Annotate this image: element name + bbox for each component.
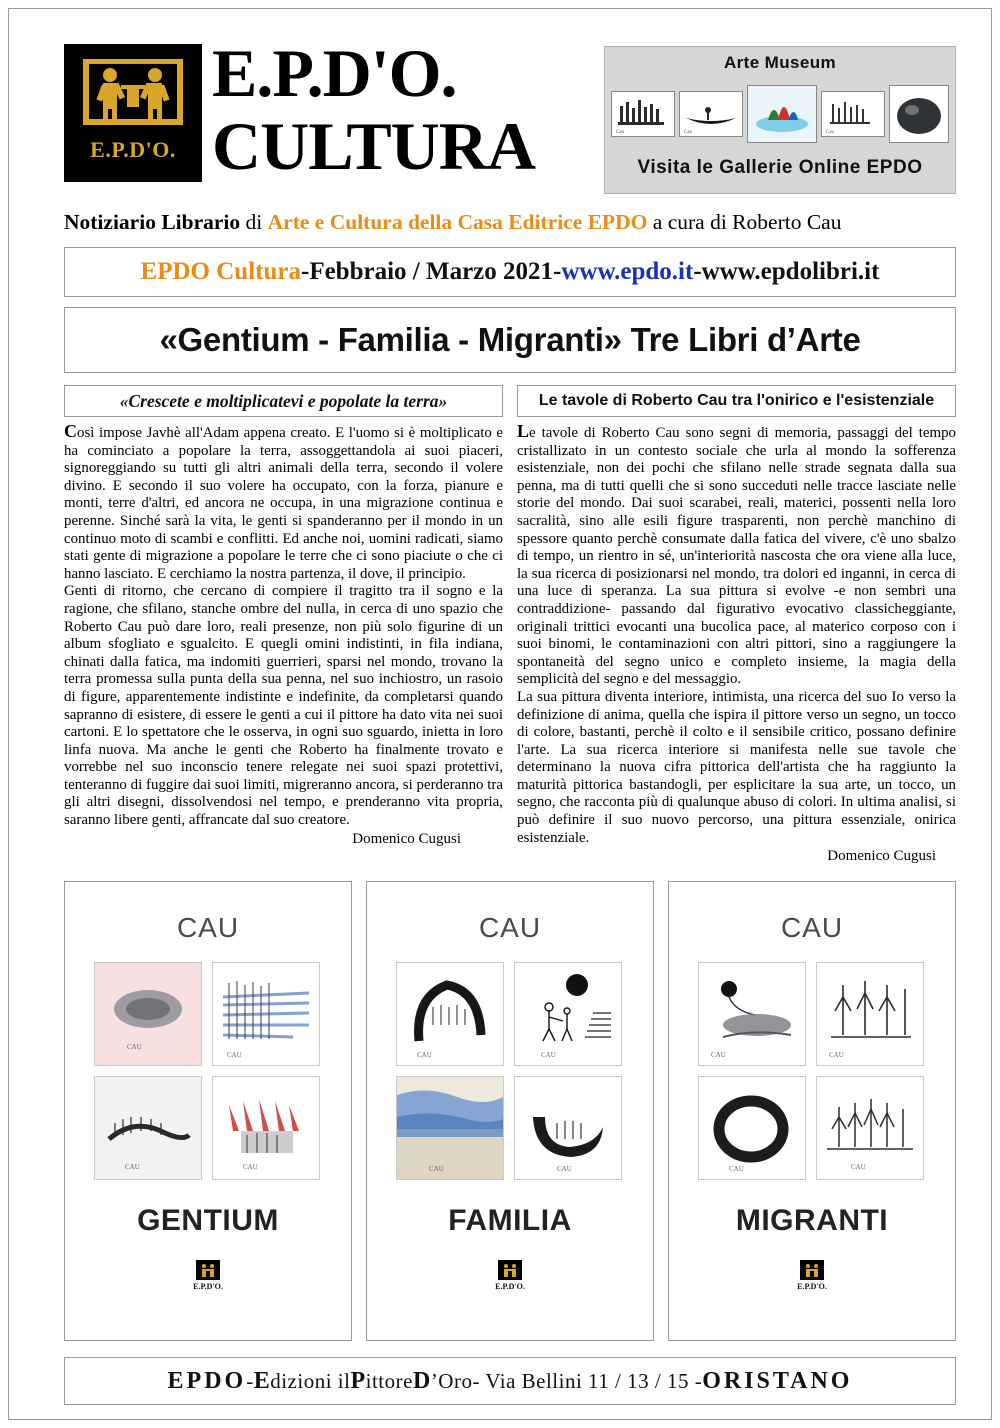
svg-text:Cau: Cau (684, 130, 693, 135)
book-covers-section (64, 881, 956, 1341)
article-left-heading: «Crescete e moltiplicatevi e popolate la terra» (64, 385, 503, 417)
cover-image-1-2 (212, 962, 320, 1066)
footer-e: E (253, 1367, 271, 1394)
article-left-signature: Domenico Cugusi (352, 830, 461, 847)
banner-subtitle: Visita le Gallerie Online EPDO (637, 157, 923, 178)
epdo-logo (64, 44, 202, 182)
issue-name: EPDO Cultura (140, 258, 301, 285)
cover-author-2: CAU (478, 912, 542, 944)
footer-bar (64, 1357, 956, 1405)
subtitle-di: di (240, 210, 268, 234)
article-right-dropcap: L (517, 421, 530, 441)
subtitle-orange: Arte e Cultura della Casa Editrice EPDO (267, 210, 648, 234)
svg-text:CAU: CAU (125, 1163, 140, 1172)
banner-thumb-2[interactable] (679, 91, 743, 137)
svg-text:CAU: CAU (557, 1165, 572, 1174)
epdo-mark-icon-2 (498, 1260, 522, 1280)
article-left (64, 385, 503, 865)
article-right-para-1: e tavole di Roberto Cau sono segni di memoria, passaggi del tempo cristallizato in un contesto sociale che urla al mondo la sofferenza esistenziale, non dei pochi che sfilano nelle strade segnata dalla sua penna, ma di tutti quelli che si sono succeduti nelle tracce lasciate nelle storie del mondo. Dai suoi scarabei, reali, materici, possenti nella loro sacralità, sino alle esili figure trasparenti, non perchè manchino di spessore quanto perchè consumate dalla fatica del vivere, c'è uno sbalzo di tempo, un rientro in sé, un'interiorità nascosta che ora viene alla luce, la sua ricerca di posizionarsi nel mondo, tra dolori ed inganni, in cerca di una luce di speranza. La sua pittura si evolve -e non sembri una contraddizione- passando dal figurativo evocativo classicheggiante, originali trittici evocanti una bucolica pace, al materico corposo con i suoi binomi, le contaminazioni con altri pittori, sino a raggiungere la spontaneità del segno unico e completo insieme, la magia della semplicità del segno e del messaggio. (517, 425, 956, 688)
cover-images-3 (698, 962, 926, 1180)
book-cover-migranti[interactable] (668, 881, 956, 1341)
cover-mark-label-2: E.P.D'O. (495, 1282, 525, 1292)
epdo-mark-icon-3 (800, 1260, 824, 1280)
arte-museum-banner[interactable] (604, 46, 956, 194)
book-cover-familia[interactable] (366, 881, 654, 1341)
cover-images-1 (94, 962, 322, 1180)
cover-image-3-1 (698, 962, 806, 1066)
cover-mark-label-1: E.P.D'O. (193, 1282, 223, 1292)
svg-text:Cau: Cau (826, 130, 835, 135)
svg-text:CAU: CAU (711, 1051, 726, 1060)
issue-site-1[interactable]: www.epdo.it (561, 258, 694, 285)
footer-ittore: ittore (365, 1368, 413, 1393)
footer-sep-1: - (246, 1368, 254, 1393)
subtitle-part-1: Notiziario Librario (64, 210, 241, 234)
issue-site-2[interactable]: www.epdolibri.it (701, 258, 880, 285)
issue-date: Febbraio / Marzo 2021 (309, 258, 554, 285)
book-cover-gentium[interactable] (64, 881, 352, 1341)
article-left-para-2: Genti di ritorno, che cercano di compiere il tragitto tra il sogno e la ragione, che sfilano, stanche ombre del nulla, in cerca di uno spazio che Roberto Cau può dare loro, reali presenze, non più solo figurine di un album sfogliato e sgualcito. E quegli omini indistinti, in fila indiana, chinati dalla fatica, ma indomiti guerrieri, sparsi nel mondo, trovano la terra promessa sulla punta della sua penna, nel suo inchiostro, un rasoio di figure, apparentemente indistinte e indefinite, da completarsi quando sapranno di esistere, di essere le genti a cui il pittore ha dato vita nei suoi cartoni. E lo spettatore che le osserva, in ogni suo sguardo, inietta in loro linfa nuova. Ma anche le genti che Roberto ha finalmente trovato e vorrebbe nel suo inconscio tenere relegate nei suoi spazi protettivi, tenteranno di fuggire dai suoi limiti, migreranno ancora, si perderanno tra gli altri disegni, dissolvendosi nel tempo, e prenderanno vita propria, saranno libere genti, affrancate dal suo creatore. (64, 583, 503, 829)
cover-image-3-3 (698, 1076, 806, 1180)
cover-images-2 (396, 962, 624, 1180)
footer-oro: ’Oro (430, 1368, 473, 1393)
cover-mark-1 (193, 1260, 223, 1291)
masthead (52, 30, 956, 208)
svg-text:CAU: CAU (227, 1051, 242, 1060)
cover-image-2-1 (396, 962, 504, 1066)
articles-section (64, 385, 956, 865)
cover-image-3-2 (816, 962, 924, 1066)
footer-brand: EPDO (167, 1367, 247, 1394)
cover-author-1: CAU (176, 912, 240, 944)
cover-image-3-4 (816, 1076, 924, 1180)
banner-title: Arte Museum (723, 53, 837, 72)
svg-text:CAU: CAU (417, 1051, 432, 1060)
banner-thumb-1[interactable] (611, 91, 675, 137)
banner-thumb-4[interactable] (821, 91, 885, 137)
epdo-mark-icon-1 (196, 1260, 220, 1280)
article-left-dropcap: C (64, 421, 77, 441)
page-title (212, 36, 632, 182)
logo-caption: E.P.D'O. (90, 137, 176, 162)
article-right-heading: Le tavole di Roberto Cau tra l'onirico e l'esistenziale (517, 385, 956, 417)
cover-mark-2 (495, 1260, 525, 1291)
article-left-body (64, 423, 503, 830)
cover-title-3: MIGRANTI (735, 1204, 889, 1238)
banner-thumbnails (605, 73, 955, 151)
cover-title-1: GENTIUM (137, 1204, 279, 1238)
masthead-subtitle (64, 210, 956, 235)
svg-text:CAU: CAU (243, 1163, 258, 1172)
issue-sep-1: - (300, 258, 310, 285)
cover-image-1-4 (212, 1076, 320, 1180)
article-right-signature: Domenico Cugusi (827, 848, 936, 865)
cover-author-3: CAU (780, 912, 844, 944)
title-line-2: CULTURA (212, 108, 536, 184)
issue-sep-2: - (553, 258, 562, 285)
article-right-para-2: La sua pittura diventa interiore, intimista, una ricerca del suo Io verso la definizione di anima, quella che ispira il pittore verso un segno, un tocco di colore, bastanti, perchè il colto e il sensibile critico, possano definire l'arte. La sua ricerca interiore si manifesta nelle sue tavole che determinano la nuova cifra pittorica dell'artista che ha raggiunto la maturità pittorica bastandogli, per esplicitare la sua arte, un tocco, un segno, che racconta più di qualunque abuso di colori. In ultima analisi, si può definire il suo nuovo percorso, una pittura essenziale, onirica esistenziale. (517, 688, 956, 846)
cover-image-2-2 (514, 962, 622, 1066)
headline: «Gentium - Familia - Migranti» Tre Libri d’Arte (64, 307, 956, 373)
logo-figures-icon (77, 55, 189, 129)
banner-thumb-3[interactable] (747, 85, 817, 143)
svg-text:CAU: CAU (729, 1165, 744, 1174)
article-right-body (517, 423, 956, 847)
svg-text:Cau: Cau (616, 130, 625, 135)
cover-image-2-3 (396, 1076, 504, 1180)
banner-thumb-5[interactable] (889, 85, 949, 143)
article-right (517, 385, 956, 865)
svg-text:CAU: CAU (829, 1051, 844, 1060)
footer-d: D (412, 1367, 431, 1394)
footer-address: - Via Bellini 11 / 13 / 15 - (472, 1368, 703, 1393)
cover-title-2: FAMILIA (448, 1204, 572, 1238)
footer-dizioni: dizioni il (270, 1368, 351, 1393)
subtitle-part-2: a cura di Roberto Cau (647, 210, 842, 234)
cover-mark-3 (797, 1260, 827, 1291)
issue-sep-3: - (693, 258, 702, 285)
svg-text:CAU: CAU (429, 1165, 444, 1174)
cover-image-1-3 (94, 1076, 202, 1180)
cover-mark-label-3: E.P.D'O. (797, 1282, 827, 1292)
cover-image-2-4 (514, 1076, 622, 1180)
cover-image-1-1 (94, 962, 202, 1066)
svg-text:CAU: CAU (851, 1163, 866, 1172)
footer-p: P (350, 1367, 366, 1394)
article-left-para-1: osì impose Javhè all'Adam appena creato. E l'uomo si è moltiplicato e ha cominciato a popolare la terra, assoggettandola ai suoi piaceri, signoreggiando su tutti gli altri animali della terra, secondo il volere divino. E secondo il suo volere ha occupato, con la forza, pianure e monti, terre d'altri, ed ancora ne occupa, in una migrazione continua e perenne. Sinché sarà la vita, le genti si spanderanno per il mondo in un continuo moto di scambi e conflitti. Ed anche noi, uomini radicati, siamo stati gente di migrazione a popolare le terre che ci sono piaciute o che ci hanno lasciato. E cerchiamo la nostra partenza, il dove, il principio. (64, 425, 503, 582)
issue-bar (64, 247, 956, 297)
footer-city: ORISTANO (702, 1367, 853, 1394)
title-line-1: E.P.D'O. (212, 35, 457, 111)
svg-text:CAU: CAU (541, 1051, 556, 1060)
svg-text:CAU: CAU (127, 1043, 142, 1052)
